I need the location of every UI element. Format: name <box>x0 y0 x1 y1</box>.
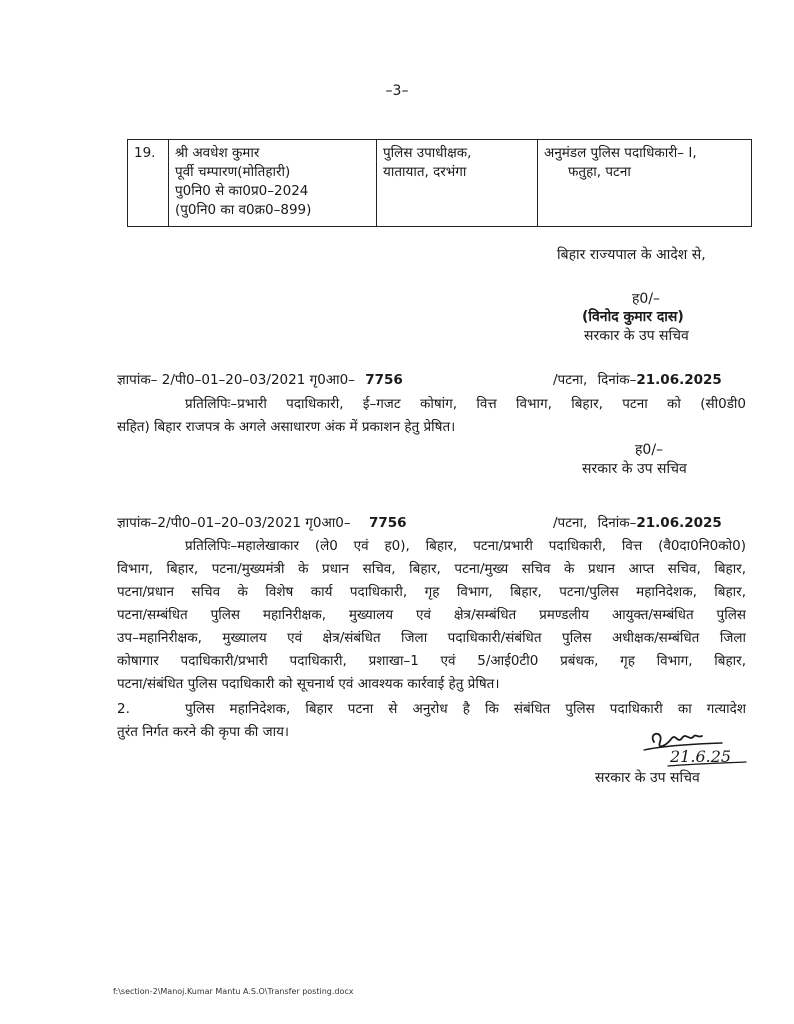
memo-2-designation: सरकार के उप सचिव <box>595 770 700 786</box>
memo-1-prefix: ज्ञापांक– 2/पी0–01–20–03/2021 गृ0आ0– <box>117 372 355 388</box>
current-post-line: यातायात, दरभंगा <box>383 164 467 180</box>
memo-1-no: 7756 <box>365 372 403 388</box>
signature-date: 21.6.25 <box>670 747 732 766</box>
footer-file-path: f:\section-2\Manoj.Kumar Mantu A.S.O\Transfer posting.docx <box>113 987 354 996</box>
memo-1-designation: सरकार के उप सचिव <box>582 461 687 477</box>
memo-1-copy <box>117 393 746 439</box>
memo-2-copy-line: पटना/संबंधित पुलिस पदाधिकारी को सूचनार्थ एवं आवश्यक कार्रवाई हेतु प्रेषित। <box>117 676 500 692</box>
new-post-line: फतुहा, पटना <box>568 164 631 180</box>
point-2-line: तुरंत निर्गत करने की कृपा की जाय। <box>117 724 290 740</box>
memo-1-copy-line: प्रतिलिपिः–प्रभारी पदाधिकारी, ई–गजट कोषांग, वित्त विभाग, बिहार, पटना को (सी0डी0 <box>185 396 746 412</box>
memo-2-copy-line: कोषागार पदाधिकारी/प्रभारी पदाधिकारी, प्रशाखा–1 एवं 5/आई0टी0 प्रबंधक, गृह विभाग, बिहार, <box>117 653 746 669</box>
current-post-line: पुलिस उपाधीक्षक, <box>383 145 472 161</box>
order-line: बिहार राज्यपाल के आदेश से, <box>557 247 706 263</box>
memo-2-copy-line: पटना/प्रधान सचिव के विशेष कार्य पदाधिकारी, गृह विभाग, बिहार, पटना/पुलिस महानिदेशक, बिहार, <box>117 584 746 600</box>
memo-2-copy-line: उप–महानिरीक्षक, मुख्यालय एवं क्षेत्र/संबंधित जिला पदाधिकारी/संबंधित पुलिस अधीक्षक/सम्बंधित जिला <box>117 630 746 646</box>
memo-1-place: /पटना, <box>553 372 588 388</box>
memo-2-copy-line: विभाग, बिहार, पटना/मुख्यमंत्री के प्रधान सचिव, बिहार, पटना/मुख्य सचिव के प्रधान आप्त सचिव, बिहार, <box>117 561 746 577</box>
memo-2-date: 21.06.2025 <box>636 515 722 531</box>
handwritten-signature-icon <box>642 726 752 770</box>
memo-1-date-label: दिनांक– <box>597 372 637 388</box>
posting-table <box>127 139 752 227</box>
table-row <box>128 140 752 227</box>
officer-seniority-line: (पु0नि0 का व0क्र0–899) <box>175 202 312 218</box>
memo-2-no: 7756 <box>368 515 407 531</box>
page-number: –3– <box>385 83 409 99</box>
point-2-line: पुलिस महानिदेशक, बिहार पटना से अनुरोध है कि संबंधित पुलिस पदाधिकारी का गत्यादेश <box>185 701 746 717</box>
signatory-designation: सरकार के उप सचिव <box>584 328 689 344</box>
memo-2-date-line <box>553 513 722 531</box>
memo-1-date: 21.06.2025 <box>636 372 722 388</box>
memo-1-copy-line: सहित) बिहार राजपत्र के अगले असाधारण अंक में प्रकाशन हेतु प्रेषित। <box>117 419 456 435</box>
point-2-number: 2. <box>117 701 130 717</box>
memo-1-signed: ह0/– <box>635 442 664 458</box>
signature-1-signed: ह0/– <box>632 291 661 307</box>
memo-2-date-label: दिनांक– <box>597 515 637 531</box>
officer-district-line: पूर्वी चम्पारण(मोतिहारी) <box>175 164 291 180</box>
memo-1-date-line <box>553 370 722 388</box>
serial-cell: 19. <box>128 140 169 227</box>
current-post-cell <box>377 140 538 227</box>
signatory-name: (विनोद कुमार दास) <box>582 309 684 325</box>
memo-2-copy <box>117 535 746 696</box>
memo-2-copy-line: पटना/सम्बंधित पुलिस महानिरीक्षक, मुख्यालय एवं क्षेत्र/सम्बंधित प्रमण्डलीय आयुक्त/सम्बंधित पुलिस <box>117 607 746 623</box>
memo-2-place: /पटना, <box>553 515 588 531</box>
memo-1-number <box>117 370 403 388</box>
new-post-line: अनुमंडल पुलिस पदाधिकारी– I, <box>544 145 697 161</box>
officer-name-line: श्री अवधेश कुमार <box>175 145 260 161</box>
memo-2-copy-line: प्रतिलिपिः–महालेखाकार (ले0 एवं ह0), बिहार, पटना/प्रभारी पदाधिकारी, वित्त (वै0दा0नि0को0) <box>185 538 746 554</box>
officer-name-cell <box>169 140 377 227</box>
memo-2-number <box>117 513 407 531</box>
new-post-cell <box>538 140 752 227</box>
officer-promotion-line: पु0नि0 से का0प्र0–2024 <box>175 183 309 199</box>
memo-2-prefix: ज्ञापांक–2/पी0–01–20–03/2021 गृ0आ0– <box>117 515 351 531</box>
